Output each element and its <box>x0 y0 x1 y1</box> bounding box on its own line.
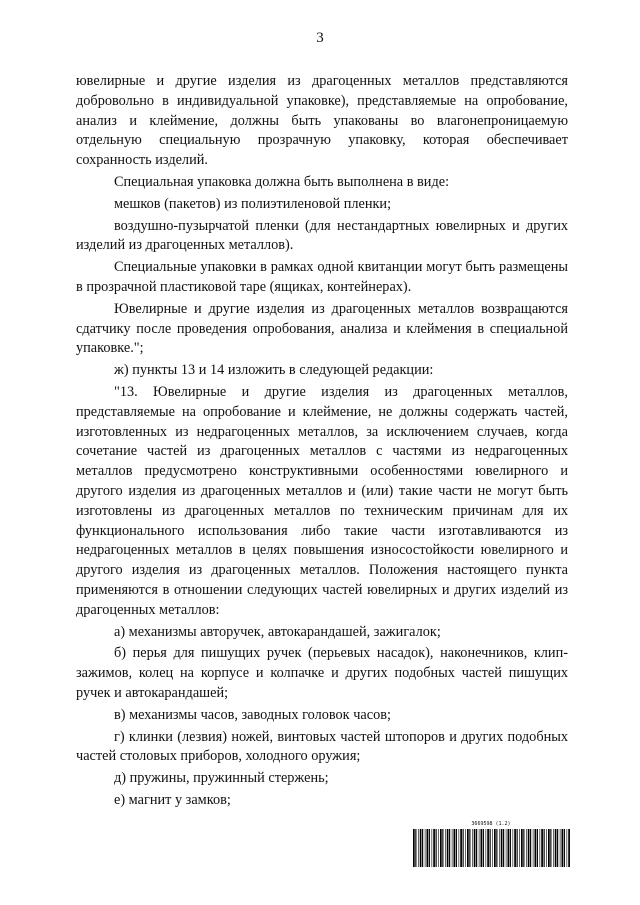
page-number: 3 <box>316 30 324 46</box>
paragraph: воздушно-пузырчатой пленки (для нестандартных ювелирных и других изделий из драгоценных металлов). <box>76 217 568 254</box>
paragraph: мешков (пакетов) из полиэтиленовой пленки; <box>114 195 392 212</box>
paragraph: Ювелирные и другие изделия из драгоценных металлов возвращаются сдатчику после проведения опробования, анализа и клеймения в специальной упаковке."; <box>76 300 568 357</box>
list-item: а) механизмы авторучек, автокарандашей, зажигалок; <box>114 623 441 640</box>
paragraph: ж) пункты 13 и 14 изложить в следующей редакции: <box>114 362 434 379</box>
list-item: г) клинки (лезвия) ножей, винтовых частей штопоров и других подобных частей столовых приборов, холодного оружия; <box>76 728 568 765</box>
list-item: е) магнит у замков; <box>114 791 231 808</box>
list-item: д) пружины, пружинный стержень; <box>114 770 329 787</box>
barcode <box>412 829 570 867</box>
paragraph: Специальная упаковка должна быть выполнена в виде: <box>114 173 450 190</box>
paragraph: ювелирные и другие изделия из драгоценных металлов представляются добровольно в индивидуальной упаковке), представляемые на опробование, анализ и клеймение, должны быть упакованы во влагонепроницаемую отдельную специальную прозрачную упаковку, которая обеспечивает сохранность изделий. <box>76 73 568 169</box>
list-item: в) механизмы часов, заводных головок часов; <box>114 706 391 723</box>
paragraph: "13. Ювелирные и другие изделия из драгоценных металлов, представляемые на опробование и клеймение, не должны содержать частей, изготовленных из недрагоценных металлов, за исключением случаев, когда сочетание частей из драгоценных металлов с частями из недрагоценных металлов предусмотрено конструктивными особенностями ювелирного и другого изделия из драгоценных металлов и (или) такие части не могут быть изготовлены из драгоценных металлов по техническим причинам для их функционального использования либо такие части изготавливаются из недрагоценных металлов в целях повышения износостойкости ювелирного и другого изделия из драгоценных металлов. Положения настоящего пункта применяются в отношении следующих частей ювелирных и других изделий из драгоценных металлов: <box>76 383 568 618</box>
stamp-code: 3669598 (1.2) <box>471 821 511 827</box>
list-item: б) перья для пишущих ручек (перьевых насадок), наконечников, клип-зажимов, колец на корпусе и колпачке и других подобных частей пишущих ручек и автокарандашей; <box>76 645 568 701</box>
document-stamp <box>412 821 570 869</box>
paragraph: Специальные упаковки в рамках одной квитанции могут быть размещены в прозрачной пластиковой таре (ящиках, контейнерах). <box>76 259 568 295</box>
document-body <box>76 72 568 811</box>
